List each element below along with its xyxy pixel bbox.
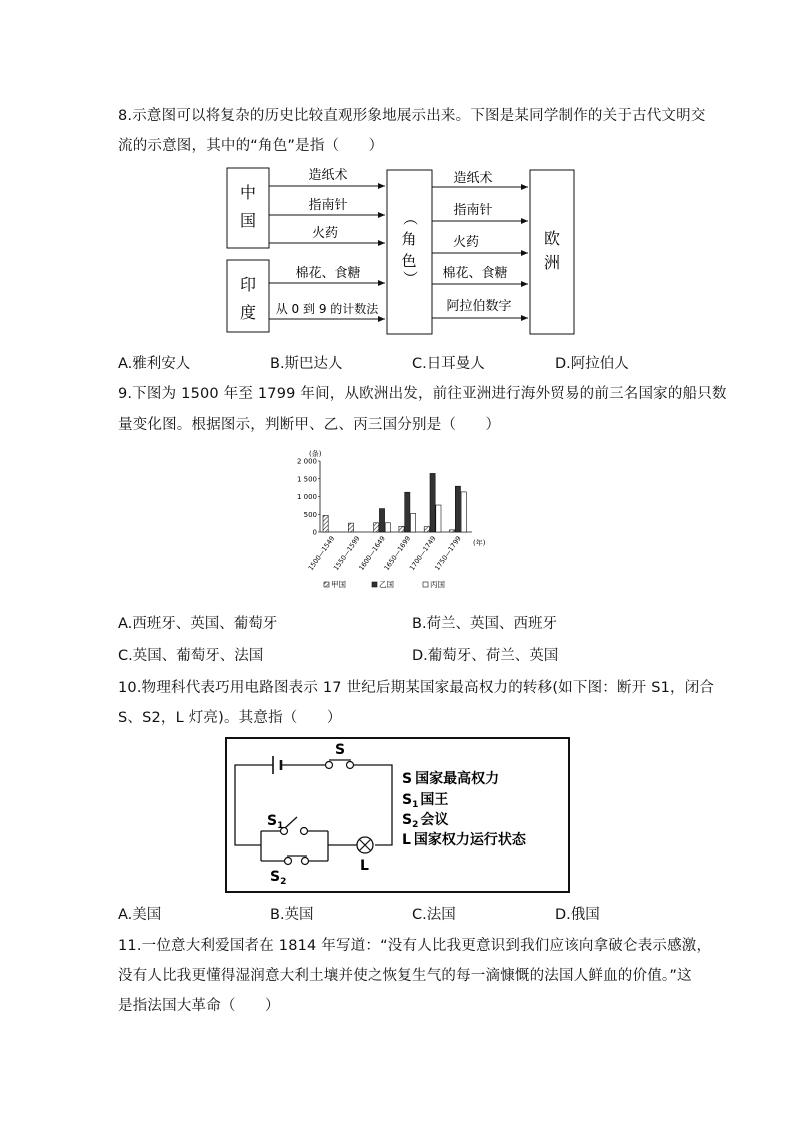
q9-option-c[interactable]: C.英国、葡萄牙、法国 xyxy=(118,648,264,664)
lamp-l-label: L xyxy=(360,858,369,874)
q10-option-c[interactable]: C.法国 xyxy=(412,907,456,923)
chart-bar xyxy=(430,473,435,532)
chart-xtick-label: 1500—1549 xyxy=(306,534,337,573)
chart-bar xyxy=(424,527,429,532)
europe-label-2: 洲 xyxy=(543,253,561,272)
europe-box xyxy=(530,170,574,334)
right-arrow-label-4: 棉花、食糖 xyxy=(442,266,508,281)
chart-bar xyxy=(411,514,416,532)
right-arrow-label-5: 阿拉伯数字 xyxy=(446,299,512,314)
chart-ytick-label: 0 xyxy=(312,528,317,537)
q9-stem-line2: 量变化图。根据图示，判断甲、乙、丙三国分别是（ ） xyxy=(118,417,501,433)
left-arrow-label-3: 火药 xyxy=(311,226,339,241)
q8-option-b[interactable]: B.斯巴达人 xyxy=(270,356,343,372)
chart-bar xyxy=(348,523,353,532)
chart-ytick-label: 1 000 xyxy=(296,493,317,501)
legend-item-l: L 国家权力运行状态 xyxy=(402,832,526,848)
chart-ytick-label: 2 000 xyxy=(296,457,317,466)
left-arrow-label-1: 造纸术 xyxy=(308,168,348,183)
chart-bar xyxy=(455,486,460,532)
chart-bar xyxy=(450,530,455,532)
chart-bar xyxy=(374,523,379,532)
q8-option-d[interactable]: D.阿拉伯人 xyxy=(555,356,629,372)
chart-legend-swatch xyxy=(423,582,428,587)
legend-item-s2: $S_2$ 会议 xyxy=(402,812,449,830)
chart-xtick-label: 1600—1649 xyxy=(357,534,387,573)
left-arrow-4 xyxy=(269,265,385,283)
india-label-1: 印 xyxy=(239,275,257,294)
chart-legend-label: 乙国 xyxy=(379,580,394,589)
right-arrow-label-2: 指南针 xyxy=(453,203,493,218)
role-label-4: ） xyxy=(401,270,419,286)
switch-s2-label: $S_2$ xyxy=(270,869,287,887)
q10-option-a[interactable]: A.美国 xyxy=(118,907,162,923)
right-arrow-label-1: 造纸术 xyxy=(453,171,493,186)
chart-bar xyxy=(399,526,404,532)
q8-exchange-diagram xyxy=(225,160,580,340)
chart-xtick-label: 1750—1799 xyxy=(433,534,463,573)
q10-stem-line1: 10.物理科代表巧用电路图表示 17 世纪后期某国家最高权力的转移(如下图：断开 S1，闭合 xyxy=(118,680,715,696)
left-arrow-1 xyxy=(269,167,385,186)
switch-s1-label: $S_1$ xyxy=(267,813,284,831)
left-arrow-label-5: 从 0 到 9 的计数法 xyxy=(275,302,379,316)
chart-ylabel: (条) xyxy=(309,450,322,458)
chart-xunit: (年) xyxy=(473,539,486,547)
left-arrow-5 xyxy=(269,301,385,319)
china-label-2: 国 xyxy=(239,211,257,230)
q11-stem-line2: 没有人比我更懂得湿润意大利土壤并使之恢复生气的每一滴慷慨的法国人鲜血的价值。”这 xyxy=(118,968,692,984)
lamp-l-icon xyxy=(357,837,373,853)
chart-legend-swatch xyxy=(324,582,329,587)
q10-circuit-diagram xyxy=(225,737,570,894)
china-label-1: 中 xyxy=(239,183,257,202)
right-arrow-2 xyxy=(432,202,528,221)
china-box xyxy=(227,168,269,248)
chart-xtick-label: 1650—1699 xyxy=(382,534,413,573)
right-arrow-5 xyxy=(432,298,528,318)
chart-legend-label: 甲国 xyxy=(331,580,346,589)
chart-bar xyxy=(461,492,466,532)
role-label-2: 角 xyxy=(401,230,417,248)
chart-bar xyxy=(436,505,441,532)
right-arrow-1 xyxy=(432,170,528,187)
q9-option-d[interactable]: D.葡萄牙、荷兰、英国 xyxy=(412,648,559,664)
right-arrow-label-3: 火药 xyxy=(452,235,480,250)
left-arrow-label-2: 指南针 xyxy=(308,198,348,213)
chart-ytick-label: 500 xyxy=(303,510,317,519)
chart-xtick-label: 1550—1599 xyxy=(332,534,362,573)
q8-option-c[interactable]: C.日耳曼人 xyxy=(412,356,485,372)
legend-item-s: S 国家最高权力 xyxy=(402,771,500,787)
switch-s-label: S xyxy=(335,742,346,758)
left-arrow-label-4: 棉花、食糖 xyxy=(295,266,361,281)
q9-option-a[interactable]: A.西班牙、英国、葡萄牙 xyxy=(118,616,278,632)
europe-label-1: 欧 xyxy=(543,229,561,248)
chart-xtick-label: 1700—1749 xyxy=(407,534,438,573)
q10-option-d[interactable]: D.俄国 xyxy=(555,907,600,923)
chart-ytick-label: 1 500 xyxy=(296,475,317,484)
chart-bar xyxy=(379,509,384,532)
india-label-2: 度 xyxy=(239,303,257,322)
q8-option-a[interactable]: A.雅利安人 xyxy=(118,356,191,372)
chart-legend-label: 丙国 xyxy=(430,580,445,589)
q9-stem-line1: 9.下图为 1500 年至 1799 年间，从欧洲出发，前往亚洲进行海外贸易的前三名国家的船只数 xyxy=(118,386,727,402)
q9-option-b[interactable]: B.荷兰、英国、西班牙 xyxy=(412,616,558,632)
q9-ship-chart xyxy=(290,448,500,596)
right-arrow-4 xyxy=(432,265,528,284)
role-label-1: （ xyxy=(401,210,419,226)
q10-stem-line2: S、S2，L 灯亮)。其意指（ ） xyxy=(118,710,342,726)
chart-legend-swatch xyxy=(372,582,377,587)
role-label-3: 色 xyxy=(401,252,417,270)
left-arrow-2 xyxy=(269,197,385,215)
right-arrow-3 xyxy=(432,234,528,253)
chart-bar xyxy=(385,523,390,532)
q8-stem-line2: 流的示意图，其中的“角色”是指（ ） xyxy=(118,138,384,154)
chart-bar xyxy=(323,515,328,532)
q10-option-b[interactable]: B.英国 xyxy=(270,907,314,923)
legend-item-s1: $S_1$ 国王 xyxy=(402,792,449,810)
q11-stem-line1: 11.一位意大利爱国者在 1814 年写道：“没有人比我更意识到我们应该向拿破仑表示感激， xyxy=(118,938,712,954)
left-arrow-3 xyxy=(269,225,385,243)
q11-stem-line3: 是指法国大革命（ ） xyxy=(118,998,280,1014)
chart-bar xyxy=(405,492,410,532)
q8-stem-line1: 8.示意图可以将复杂的历史比较直观形象地展示出来。下图是某同学制作的关于古代文明交 xyxy=(118,108,706,124)
